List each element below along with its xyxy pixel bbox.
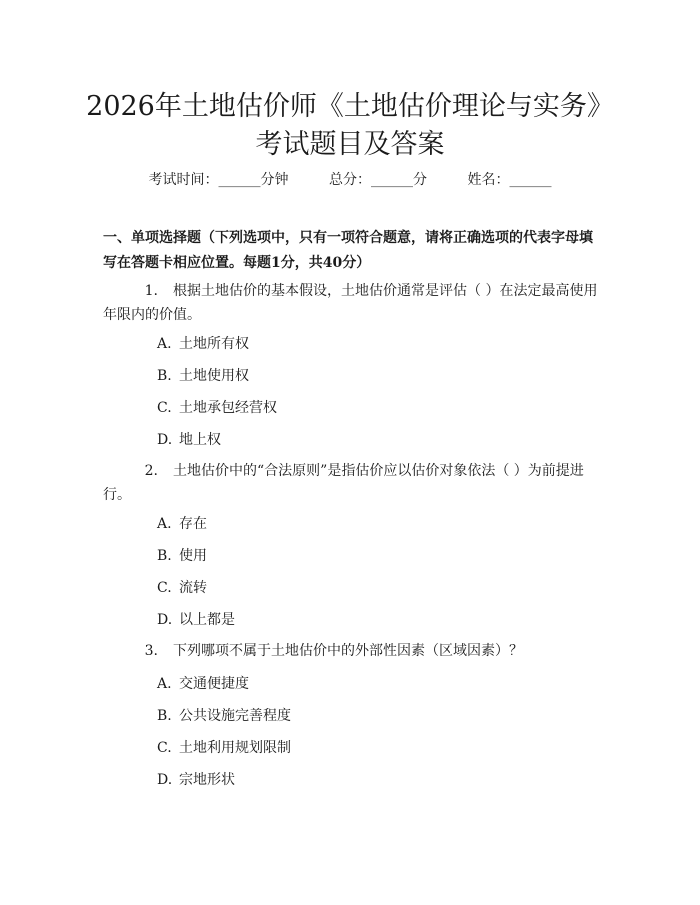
option-letter: D. [157, 772, 173, 788]
section-heading: 一、单项选择题（下列选项中，只有一项符合题意，请将正确选项的代表字母填写在答题卡相应位置。每题1分，共40分） [103, 230, 593, 271]
option-1c [157, 397, 277, 417]
option-text: 以上都是 [179, 612, 235, 628]
option-text: 公共设施完善程度 [179, 708, 291, 724]
option-letter: A. [157, 516, 172, 532]
option-1a [157, 333, 249, 353]
document-title-line1: 2026年土地估价师《土地估价理论与实务》 [86, 91, 614, 122]
option-letter: A. [157, 676, 172, 692]
option-1d [157, 429, 221, 449]
option-text: 交通便捷度 [179, 676, 249, 692]
option-letter: B. [157, 548, 172, 564]
question-3 [103, 639, 598, 663]
option-text: 土地使用权 [179, 368, 249, 384]
option-text: 存在 [179, 516, 207, 532]
option-letter: A. [157, 336, 172, 352]
option-2b [157, 545, 207, 565]
name-field: 姓名：______ [467, 172, 552, 188]
option-2d [157, 609, 235, 629]
question-2 [103, 459, 598, 507]
option-3a [157, 673, 249, 693]
option-1b [157, 365, 249, 385]
option-3c [157, 737, 291, 757]
question-number: 2. [144, 463, 158, 479]
option-text: 土地所有权 [179, 336, 249, 352]
question-text: 根据土地估价的基本假设，土地估价通常是评估（ ）在法定最高使用年限内的价值。 [103, 283, 598, 323]
option-letter: B. [157, 708, 172, 724]
question-text: 土地估价中的“合法原则”是指估价应以估价对象依法（ ）为前提进行。 [103, 463, 584, 503]
option-letter: C. [157, 580, 172, 596]
option-letter: C. [157, 400, 172, 416]
question-number: 1. [144, 283, 158, 299]
option-letter: C. [157, 740, 172, 756]
question-text: 下列哪项不属于土地估价中的外部性因素（区域因素）？ [173, 643, 523, 659]
exam-time-field: 考试时间：______分钟 [148, 172, 289, 188]
option-text: 土地承包经营权 [179, 400, 277, 416]
option-text: 土地利用规划限制 [179, 740, 291, 756]
total-score-field: 总分：______分 [329, 172, 427, 188]
option-letter: D. [157, 612, 173, 628]
option-letter: D. [157, 432, 173, 448]
document-title-line2: 考试题目及答案 [255, 129, 445, 160]
option-text: 宗地形状 [179, 772, 235, 788]
option-2c [157, 577, 207, 597]
option-text: 地上权 [179, 432, 221, 448]
option-text: 流转 [179, 580, 207, 596]
option-letter: B. [157, 368, 172, 384]
exam-info-row [0, 169, 700, 189]
option-text: 使用 [179, 548, 207, 564]
option-2a [157, 513, 207, 533]
option-3d [157, 769, 235, 789]
option-3b [157, 705, 291, 725]
question-number: 3. [144, 643, 158, 659]
question-1 [103, 279, 598, 327]
